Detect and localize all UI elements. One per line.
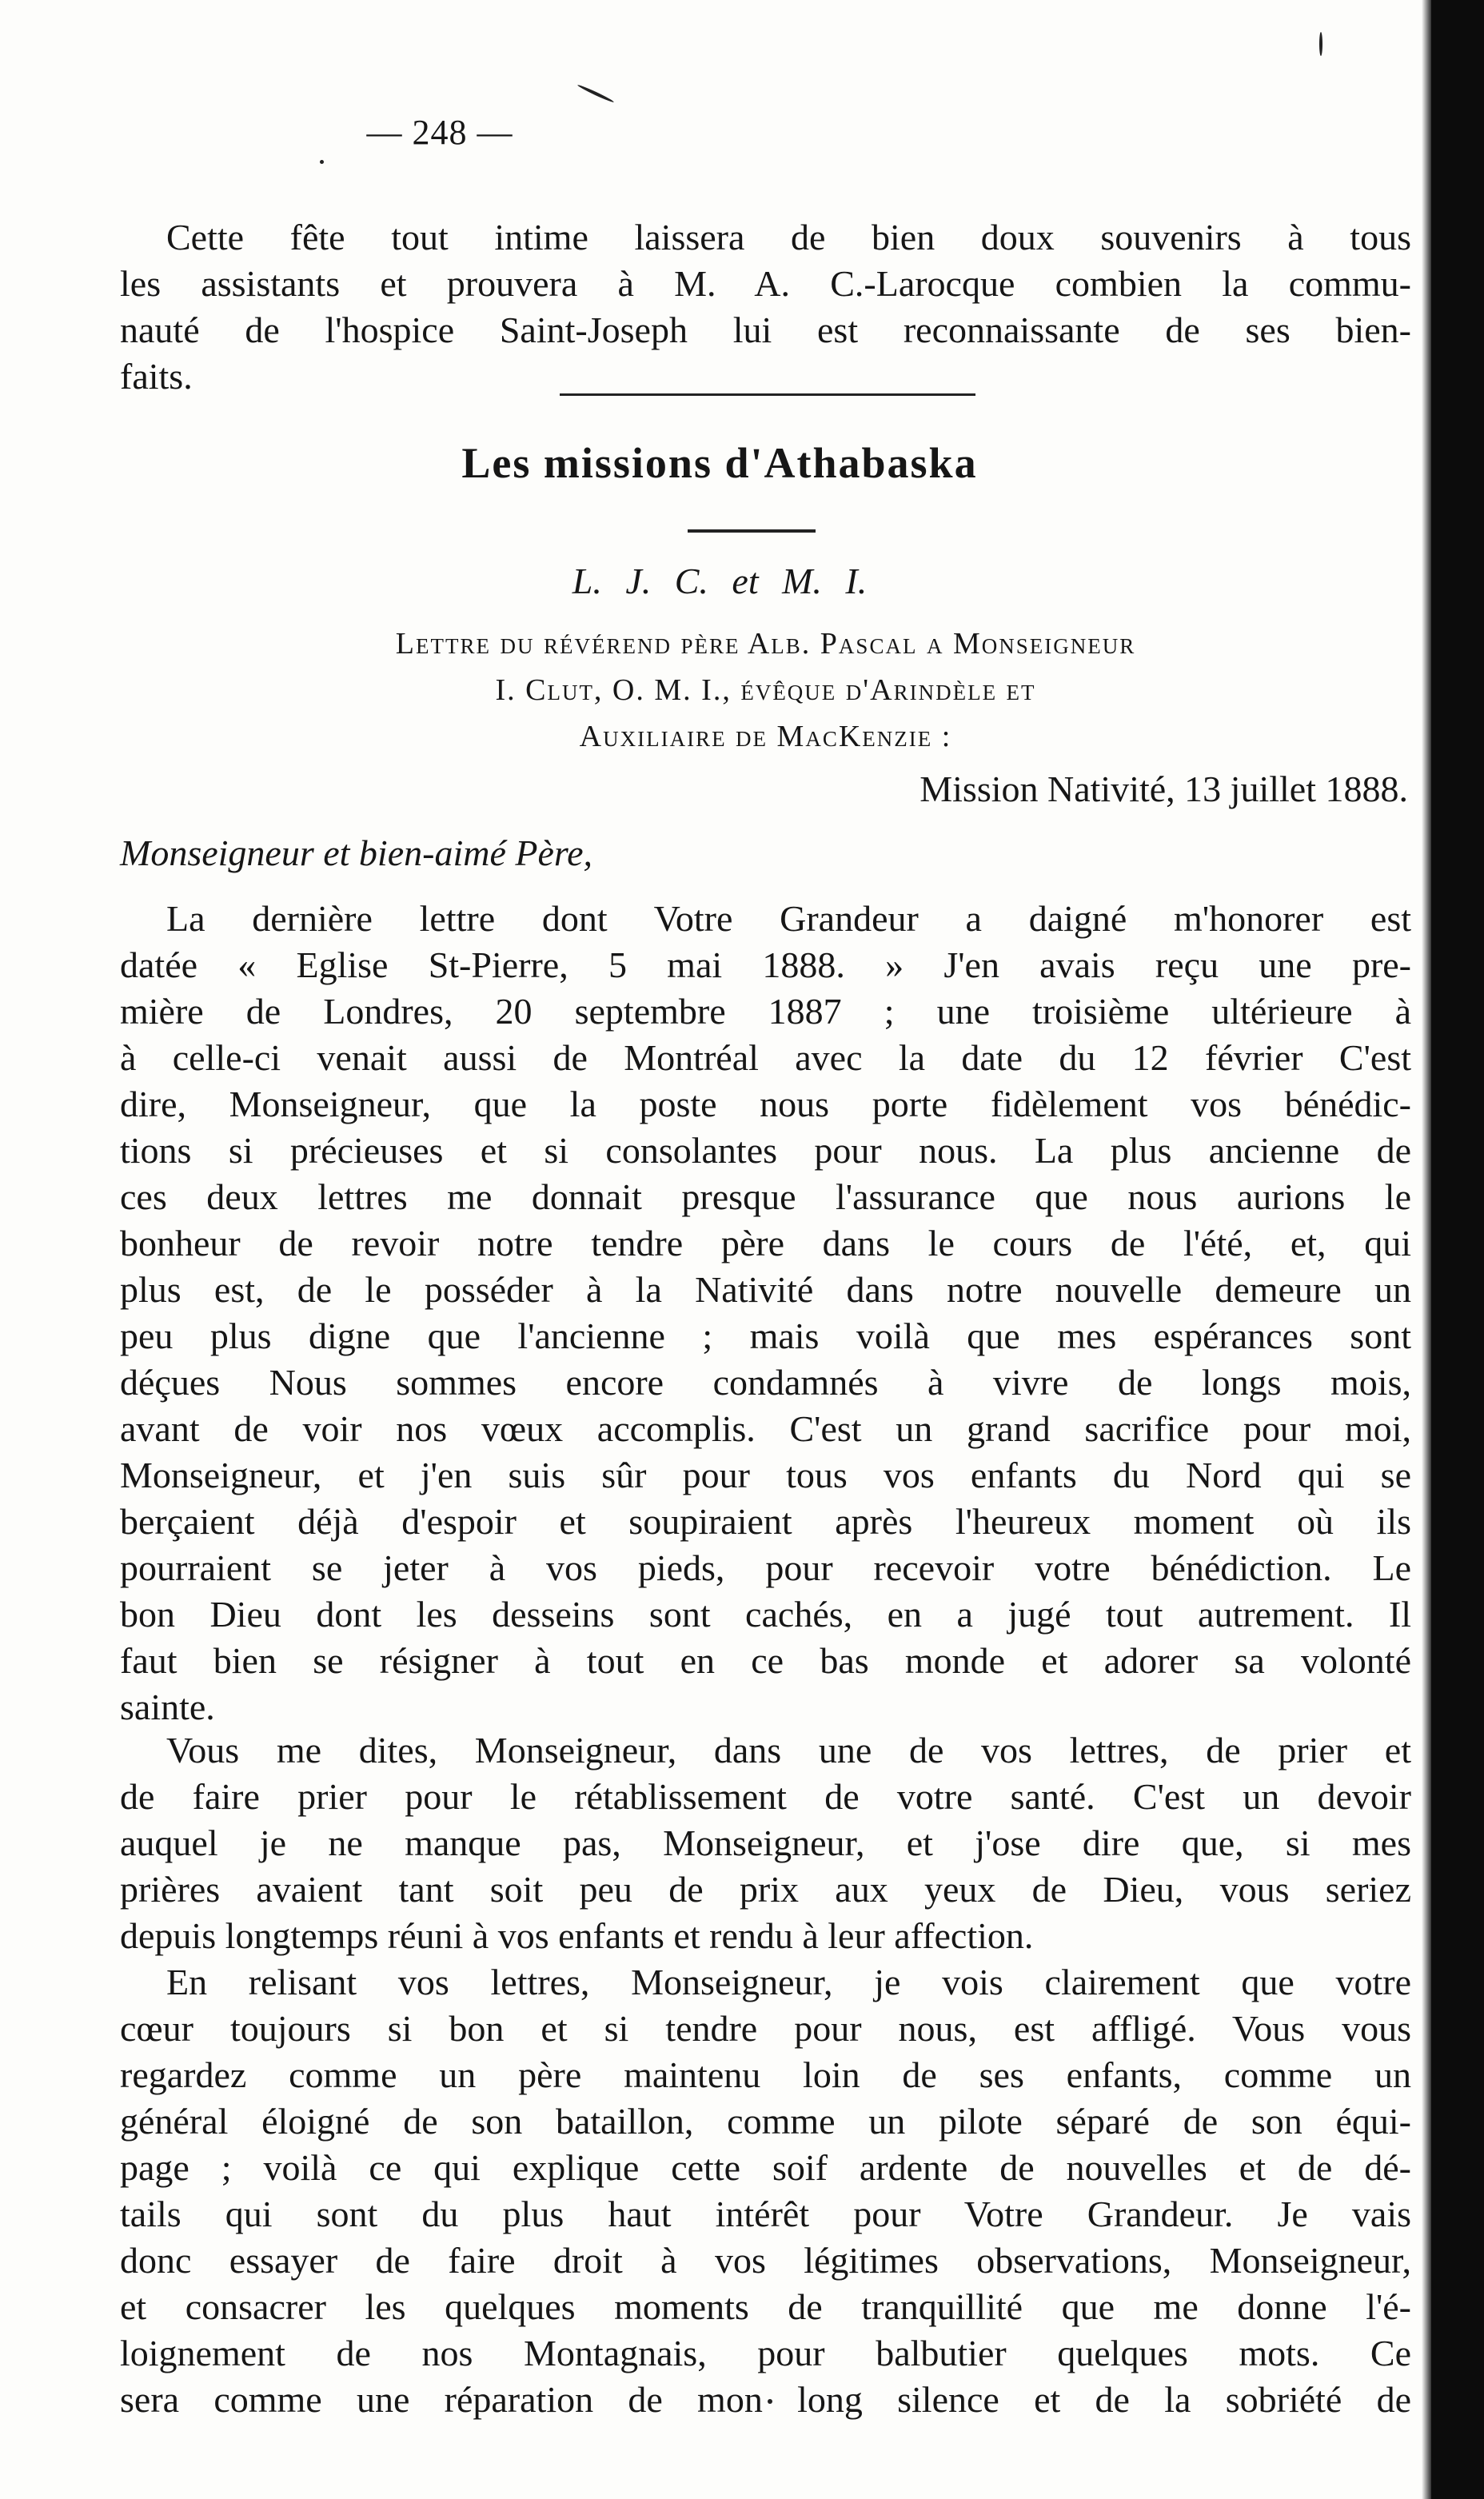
article-title: Les missions d'Athabaska xyxy=(461,439,978,487)
text-line: auquel je ne manque pas, Monseigneur, et j'ose dire que, si mes xyxy=(120,1822,1411,1863)
text-line: général éloigné de son bataillon, comme un pilote séparé de son équi- xyxy=(120,2101,1411,2142)
text-line: page ; voilà ce qui explique cette soif ardente de nouvelles et de dé- xyxy=(120,2147,1411,2188)
page-number: — 248 — xyxy=(366,113,513,152)
text-line: plus est, de le posséder à la Nativité dans notre nouvelle demeure un xyxy=(120,1269,1411,1310)
text-line: dire, Monseigneur, que la poste nous porte fidèlement vos bénédic- xyxy=(120,1084,1411,1124)
text-line: déçues Nous sommes encore condamnés à vivre de longs mois, xyxy=(120,1362,1411,1403)
text-line: Monseigneur, et j'en suis sûr pour tous vos enfants du Nord qui se xyxy=(120,1455,1411,1495)
text-line: ces deux lettres me donnait presque l'assurance que nous aurions le xyxy=(120,1176,1411,1217)
text-line: depuis longtemps réuni à vos enfants et rendu à leur affection. xyxy=(120,1915,1034,1956)
letter-heading-line: Lettre du révérend père Alb. Pascal a Monseigneur xyxy=(395,627,1136,661)
text-line: donc essayer de faire droit à vos légitimes observations, Monseigneur, xyxy=(120,2240,1411,2281)
text-line: avant de voir nos vœux accomplis. C'est un grand sacrifice pour moi, xyxy=(120,1408,1411,1449)
text-line: nauté de l'hospice Saint-Joseph lui est reconnaissante de ses bien- xyxy=(120,309,1411,350)
text-line: En relisant vos lettres, Monseigneur, je vois clairement que votre xyxy=(166,1962,1411,2002)
text-line: tails qui sont du plus haut intérêt pour Votre Grandeur. Je vais xyxy=(120,2194,1411,2234)
text-line: Vous me dites, Monseigneur, dans une de vos lettres, de prier et xyxy=(166,1730,1411,1770)
paragraph-1 xyxy=(120,896,1411,1731)
text-line: sainte. xyxy=(120,1687,215,1727)
text-line: sera comme une réparation de mon long silence et de la sobriété de xyxy=(120,2379,1411,2420)
text-line: bon Dieu dont les desseins sont cachés, en a jugé tout autrement. Il xyxy=(120,1594,1411,1635)
text-line: tions si précieuses et si consolantes pour nous. La plus ancienne de xyxy=(120,1130,1411,1171)
text-line: datée « Eglise St-Pierre, 5 mai 1888. » J'en avais reçu une pre- xyxy=(120,944,1411,985)
text-line: faits. xyxy=(120,356,193,397)
title-underline xyxy=(688,529,816,533)
text-line: regardez comme un père maintenu loin de ses enfants, comme un xyxy=(120,2054,1411,2095)
text-line: prières avaient tant soit peu de prix aux yeux de Dieu, vous seriez xyxy=(120,1869,1411,1910)
text-line: les assistants et prouvera à M. A. C.-Larocque combien la commu- xyxy=(120,263,1411,304)
text-line: bonheur de revoir notre tendre père dans le cours de l'été, et, qui xyxy=(120,1223,1411,1263)
text-line: de faire prier pour le rétablissement de votre santé. C'est un devoir xyxy=(120,1776,1411,1817)
scan-speck xyxy=(1319,32,1322,56)
text-line: cœur toujours si bon et si tendre pour nous, est affligé. Vous vous xyxy=(120,2008,1411,2049)
text-line: Cette fête tout intime laissera de bien doux souvenirs à tous xyxy=(166,217,1411,257)
motto: L. J. C. et M. I. xyxy=(572,561,868,601)
paragraph-3 xyxy=(120,1959,1411,2423)
text-line: peu plus digne que l'ancienne ; mais voilà que mes espérances sont xyxy=(120,1315,1411,1356)
text-line: loignement de nos Montagnais, pour balbutier quelques mots. Ce xyxy=(120,2333,1411,2373)
dateline: Mission Nativité, 13 juillet 1888. xyxy=(920,768,1408,809)
intro-paragraph xyxy=(120,214,1411,400)
text-line: à celle-ci venait aussi de Montréal avec la date du 12 février C'est xyxy=(120,1037,1411,1078)
letter-heading xyxy=(120,621,1411,760)
scanned-binding-edge xyxy=(1431,0,1484,2499)
letter-heading-line: Auxiliaire de MacKenzie : xyxy=(579,720,952,753)
scan-speck xyxy=(320,160,324,164)
section-divider xyxy=(560,393,975,396)
text-line: La dernière lettre dont Votre Grandeur a daigné m'honorer est xyxy=(166,898,1411,939)
salutation: Monseigneur et bien-aimé Père, xyxy=(120,832,592,873)
text-line: mière de Londres, 20 septembre 1887 ; une troisième ultérieure à xyxy=(120,991,1411,1032)
scan-speck xyxy=(576,84,614,104)
text-line: berçaient déjà d'espoir et soupiraient après l'heureux moment où ils xyxy=(120,1501,1411,1542)
text-line: pourraient se jeter à vos pieds, pour recevoir votre bénédiction. Le xyxy=(120,1547,1411,1588)
text-line: faut bien se résigner à tout en ce bas monde et adorer sa volonté xyxy=(120,1640,1411,1681)
letter-heading-line: I. Clut, O. M. I., évêque d'Arindèle et xyxy=(495,673,1036,707)
text-line: et consacrer les quelques moments de tranquillité que me donne l'é- xyxy=(120,2286,1411,2327)
paragraph-2 xyxy=(120,1727,1411,1959)
